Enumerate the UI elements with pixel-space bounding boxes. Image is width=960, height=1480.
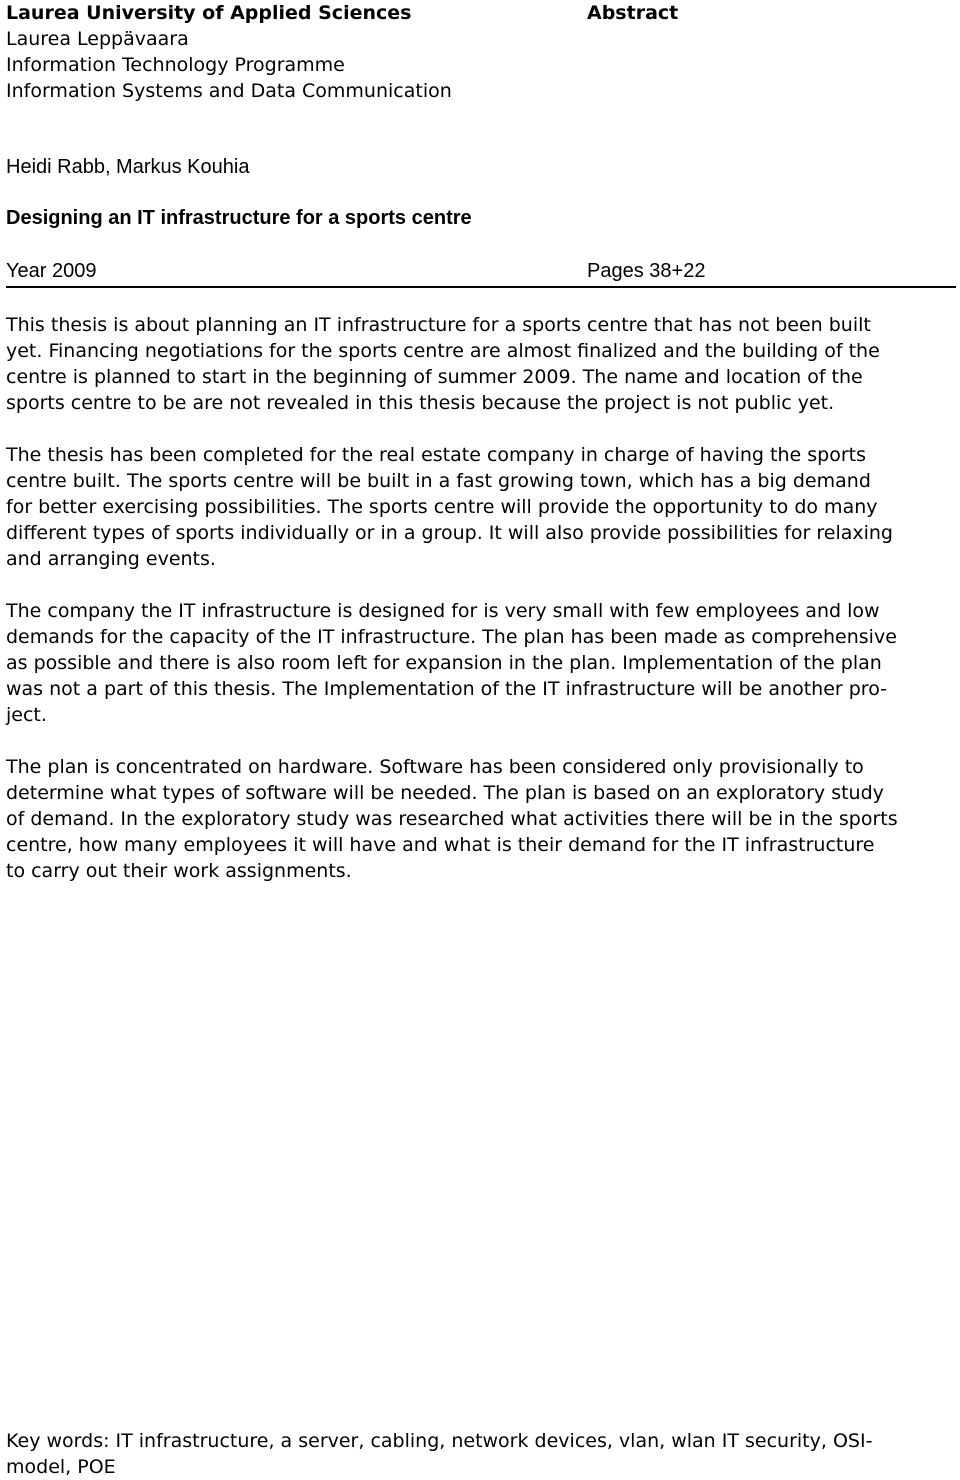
divider-rule: [6, 286, 956, 288]
abstract-paragraph: [6, 312, 956, 416]
text-line: demands for the capacity of the IT infrastructure. The plan has been made as comprehensive: [6, 626, 897, 648]
abstract-paragraph: [6, 442, 956, 572]
text-line: determine what types of software will be needed. The plan is based on an exploratory study: [6, 782, 884, 804]
year: Year 2009: [6, 260, 97, 282]
text-line: ject.: [6, 704, 47, 726]
text-line: and arranging events.: [6, 548, 216, 570]
text-line: The company the IT infrastructure is designed for is very small with few employees and low: [6, 600, 880, 622]
text-line: of demand. In the exploratory study was researched what activities there will be in the sports: [6, 808, 898, 830]
thesis-title: Designing an IT infrastructure for a sports centre: [6, 207, 472, 229]
programme-name: Information Technology Programme: [6, 54, 345, 76]
text-line: for better exercising possibilities. The sports centre will provide the opportunity to do many: [6, 496, 878, 518]
keywords-line: model, POE: [6, 1456, 116, 1478]
keywords: [6, 1428, 956, 1480]
page-count: Pages 38+22: [587, 260, 706, 282]
keywords-line: Key words: IT infrastructure, a server, cabling, network devices, vlan, wlan IT security, OSI-: [6, 1430, 873, 1452]
document-type: Abstract: [587, 2, 679, 24]
text-line: centre built. The sports centre will be built in a fast growing town, which has a big demand: [6, 470, 871, 492]
text-line: This thesis is about planning an IT infrastructure for a sports centre that has not been built: [6, 314, 871, 336]
text-line: sports centre to be are not revealed in this thesis because the project is not public yet.: [6, 392, 835, 414]
abstract-paragraph: [6, 598, 956, 728]
abstract-body: [6, 312, 956, 910]
text-line: centre, how many employees it will have and what is their demand for the IT infrastructure: [6, 834, 875, 856]
specialisation-name: Information Systems and Data Communication: [6, 80, 452, 102]
text-line: The thesis has been completed for the real estate company in charge of having the sports: [6, 444, 866, 466]
text-line: different types of sports individually or in a group. It will also provide possibilities for relaxing: [6, 522, 893, 544]
abstract-paragraph: [6, 754, 956, 884]
text-line: was not a part of this thesis. The Implementation of the IT infrastructure will be another pro-: [6, 678, 888, 700]
text-line: centre is planned to start in the beginning of summer 2009. The name and location of the: [6, 366, 863, 388]
university-name: Laurea University of Applied Sciences: [6, 2, 412, 24]
institution-block: [6, 0, 566, 104]
authors: Heidi Rabb, Markus Kouhia: [6, 156, 250, 178]
text-line: as possible and there is also room left for expansion in the plan. Implementation of the plan: [6, 652, 882, 674]
text-line: to carry out their work assignments.: [6, 860, 352, 882]
campus-name: Laurea Leppävaara: [6, 28, 189, 50]
text-line: The plan is concentrated on hardware. Software has been considered only provisionally to: [6, 756, 864, 778]
text-line: yet. Financing negotiations for the sports centre are almost finalized and the building of the: [6, 340, 880, 362]
